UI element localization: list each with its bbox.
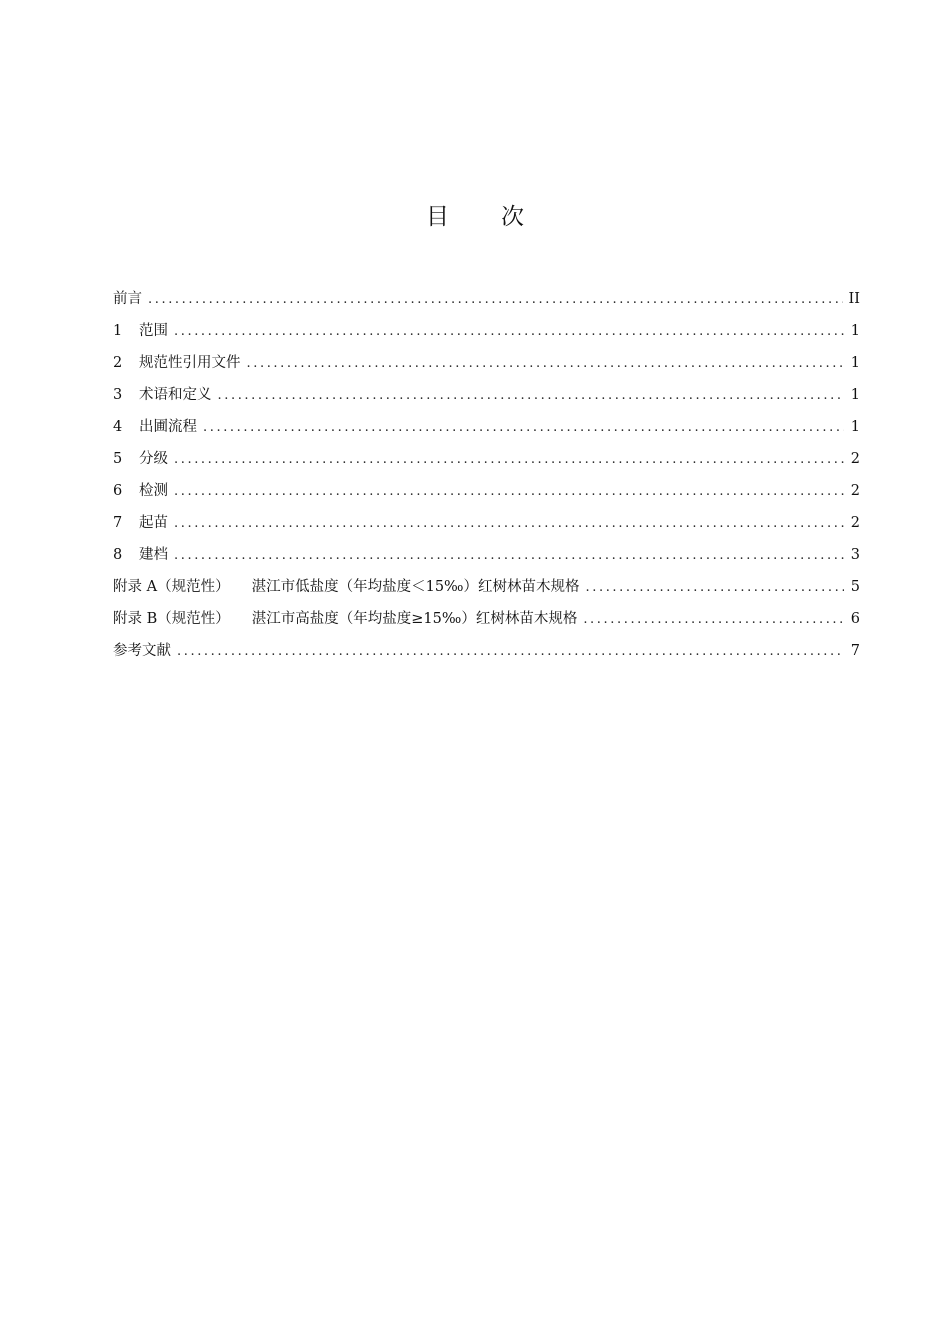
toc-entry-label: 规范性引用文件 xyxy=(139,355,241,371)
toc-entry-page: 5 xyxy=(850,579,860,595)
toc-dot-leader xyxy=(174,477,844,507)
toc-entry-5[interactable] xyxy=(113,444,860,476)
toc-dot-leader xyxy=(174,317,844,347)
toc-entry-number: 1 xyxy=(113,323,123,339)
toc-dot-leader xyxy=(174,445,844,475)
toc-entry-label: 出圃流程 xyxy=(139,419,197,435)
toc-entry-number: 3 xyxy=(113,387,123,403)
toc-title-char-1: 目 xyxy=(426,204,449,230)
toc-entry-number: 6 xyxy=(113,483,123,499)
toc-entry-label: 附录 A（规范性） xyxy=(113,579,230,595)
toc-entry-page: 1 xyxy=(850,387,860,403)
toc-entry-number: 8 xyxy=(113,547,123,563)
toc-entry-page: 1 xyxy=(850,419,860,435)
toc-entry-number: 2 xyxy=(113,355,123,371)
toc-entry-appendix-b[interactable] xyxy=(113,604,860,636)
toc-entry-appendix-a[interactable] xyxy=(113,572,860,604)
toc-entry-4[interactable] xyxy=(113,412,860,444)
toc-entry-page: 2 xyxy=(850,483,860,499)
toc-entry-page: 6 xyxy=(850,611,860,627)
toc-entry-page: 7 xyxy=(850,643,860,659)
toc-entry-page: 2 xyxy=(850,451,860,467)
toc-entry-page: 3 xyxy=(850,547,860,563)
toc-dot-leader xyxy=(174,541,844,571)
toc-entry-6[interactable] xyxy=(113,476,860,508)
toc-dot-leader xyxy=(203,413,844,443)
toc-title xyxy=(0,200,950,234)
toc-entry-3[interactable] xyxy=(113,380,860,412)
toc-appendix-title: 湛江市高盐度（年均盐度≥15‰）红树林苗木规格 xyxy=(251,611,578,627)
toc-entry-label: 参考文献 xyxy=(113,643,171,659)
toc-entry-label: 起苗 xyxy=(139,515,168,531)
toc-entry-label: 范围 xyxy=(139,323,168,339)
toc-entry-8[interactable] xyxy=(113,540,860,572)
toc-list xyxy=(113,284,860,668)
toc-entry-label: 前言 xyxy=(113,291,142,307)
toc-entry-7[interactable] xyxy=(113,508,860,540)
toc-entry-2[interactable] xyxy=(113,348,860,380)
toc-entry-page: 2 xyxy=(850,515,860,531)
toc-entry-preface[interactable] xyxy=(113,284,860,316)
toc-title-char-2: 次 xyxy=(501,204,524,230)
toc-entry-references[interactable] xyxy=(113,636,860,668)
toc-dot-leader xyxy=(583,605,844,635)
toc-entry-number: 7 xyxy=(113,515,123,531)
toc-entry-page: 1 xyxy=(850,323,860,339)
toc-entry-1[interactable] xyxy=(113,316,860,348)
toc-dot-leader xyxy=(174,509,844,539)
toc-entry-label: 分级 xyxy=(139,451,168,467)
toc-entry-label: 检测 xyxy=(139,483,168,499)
toc-entry-page: 1 xyxy=(850,355,860,371)
toc-entry-number: 5 xyxy=(113,451,123,467)
toc-entry-label: 术语和定义 xyxy=(139,387,212,403)
toc-dot-leader xyxy=(148,285,843,315)
toc-entry-page: II xyxy=(848,291,860,307)
toc-entry-number: 4 xyxy=(113,419,123,435)
toc-entry-label: 建档 xyxy=(139,547,168,563)
toc-dot-leader xyxy=(218,381,845,411)
toc-appendix-title: 湛江市低盐度（年均盐度＜15‰）红树林苗木规格 xyxy=(251,579,580,595)
toc-dot-leader xyxy=(247,349,845,379)
toc-dot-leader xyxy=(177,637,844,667)
toc-dot-leader xyxy=(586,573,845,603)
toc-entry-label: 附录 B（规范性） xyxy=(113,611,230,627)
